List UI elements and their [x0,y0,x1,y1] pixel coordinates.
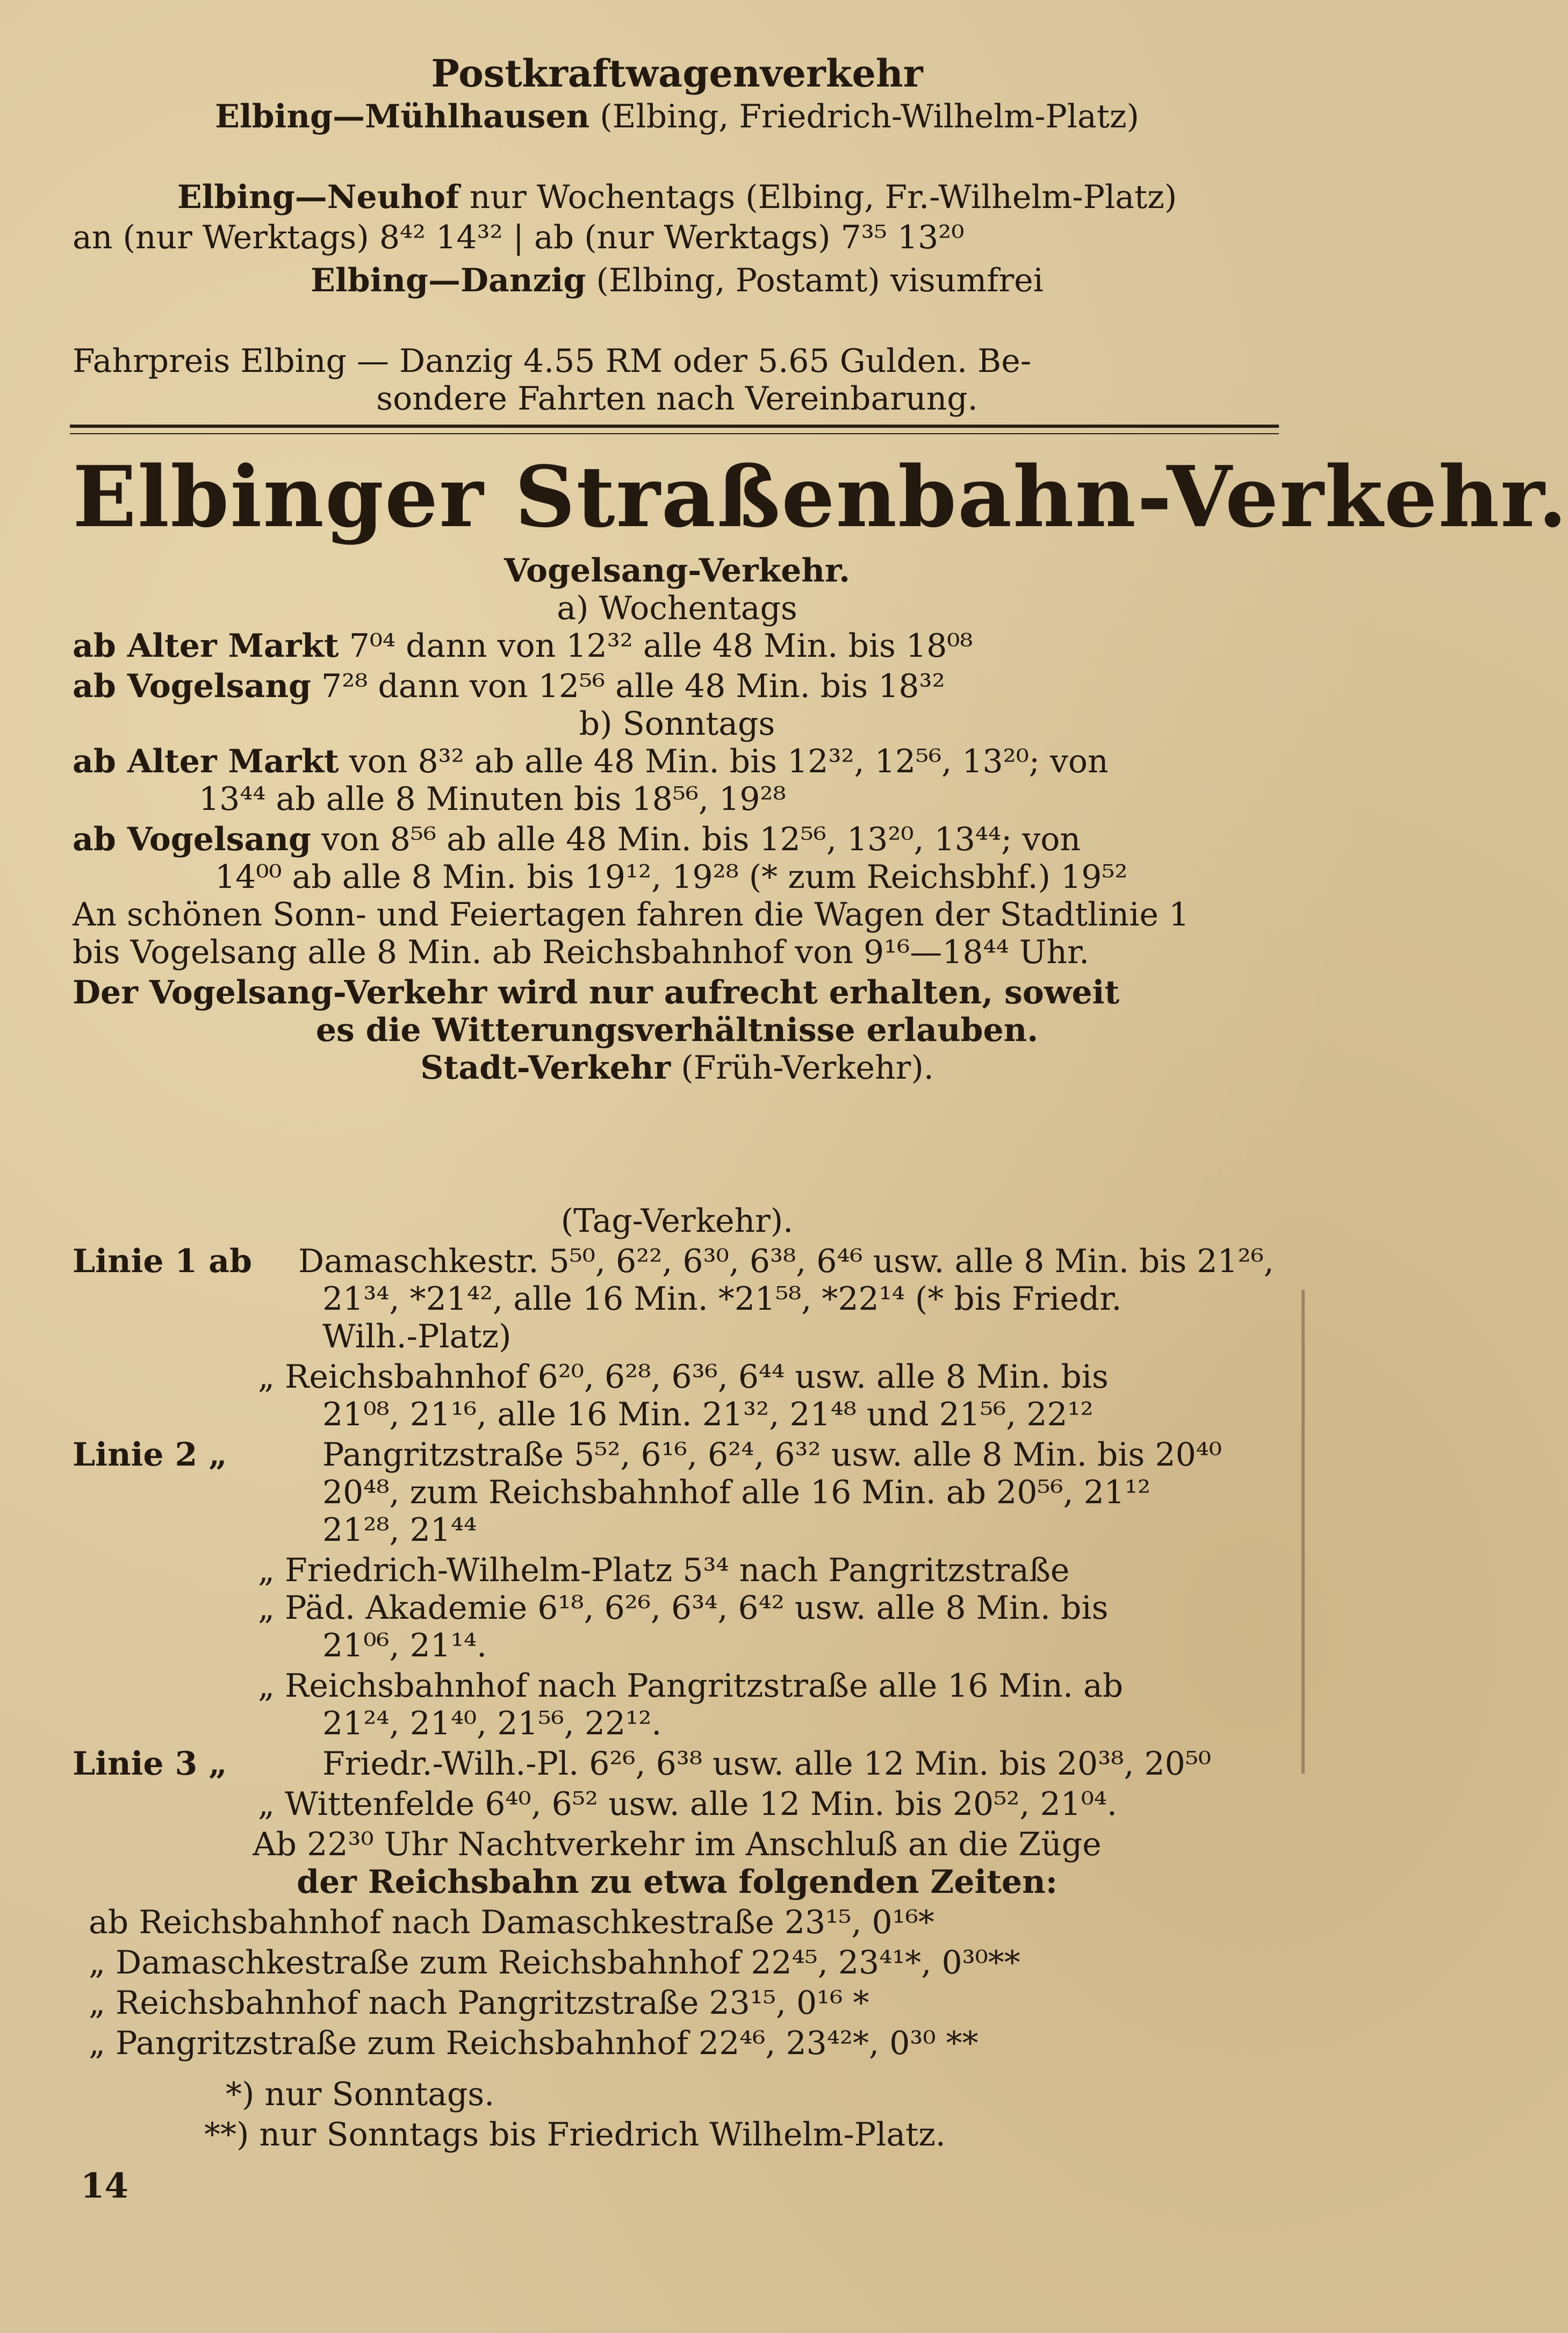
linie-2-line-b: 20⁴⁸, zum Reichsbahnhof alle 16 Min. ab 20⁵⁶, 21¹² [322,1474,1151,1511]
weekday-row-1-text: 7⁰⁴ dann von 12³² alle 48 Min. bis 18⁰⁸ [349,627,973,665]
sunday-row-2-label: ab Vogelsang [73,821,311,858]
linie-2-line-f: 21⁰⁶, 21¹⁴. [322,1627,487,1664]
route1-detail: (Elbing, Friedrich-Wilhelm-Platz) [600,98,1139,135]
stadt-heading: Stadt-Verkehr [420,1049,671,1087]
notice-line-1: Der Vogelsang-Verkehr wird nur aufrecht erhalten, soweit [73,974,1120,1011]
linie-1-line-c: Wilh.-Platz) [322,1318,512,1355]
linie-1-line-b: 21³⁴, *21⁴², alle 16 Min. *21⁵⁸, *22¹⁴ (* bis Friedr. [322,1280,1122,1318]
linie-2-line-h: 21²⁴, 21⁴⁰, 21⁵⁶, 22¹². [322,1705,662,1742]
sunday-row-1-text: von 8³² ab alle 48 Min. bis 12³², 12⁵⁶, 13²⁰; von [349,743,1109,780]
route1-line [73,97,1282,137]
stadt-sub: (Früh-Verkehr). [681,1049,934,1087]
vogelsang-heading: Vogelsang-Verkehr. [504,552,850,590]
weekdays-heading: a) Wochentags [557,590,797,627]
linie-2-line-c: 21²⁸, 21⁴⁴ [322,1511,477,1549]
linie-2-label: Linie 2 „ [73,1436,227,1474]
night-row-1: ab Reichsbahnhof nach Damaschkestraße 23¹⁵, 0¹⁶* [89,1904,934,1941]
route3-detail: (Elbing, Postamt) visumfrei [596,262,1044,299]
night-row-2: „ Damaschkestraße zum Reichsbahnhof 22⁴⁵, 23⁴¹*, 0³⁰** [89,1944,1020,1982]
linie-1-line-e: 21⁰⁸, 21¹⁶, alle 16 Min. 21³², 21⁴⁸ und 21⁵⁶, 22¹² [322,1396,1094,1433]
page-title: Elbinger Straßenbahn-Verkehr. [73,448,1568,546]
weekday-row-2 [73,666,1282,706]
page-number: 14 [81,2166,129,2206]
footnote-2: **) nur Sonntags bis Friedrich Wilhelm-Platz. [204,2116,946,2153]
route2-detail: nur Wochentags (Elbing, Fr.-Wilhelm-Platz) [469,178,1177,216]
fare-line: Fahrpreis Elbing — Danzig 4.55 RM oder 5.65 Gulden. Be- [73,342,1032,380]
footnote-1: *) nur Sonntags. [226,2076,495,2113]
notice-line-2: es die Witterungsverhältnisse erlauben. [315,1011,1039,1049]
sunday-row-1-cont: 13⁴⁴ ab alle 8 Minuten bis 18⁵⁶, 19²⁸ [199,780,786,818]
linie-2-line-d: „ Friedrich-Wilhelm-Platz 5³⁴ nach Pangritzstraße [258,1552,1070,1589]
weekday-row-1-label: ab Alter Markt [73,627,339,665]
night-row-4: „ Pangritzstraße zum Reichsbahnhof 22⁴⁶, 23⁴²*, 0³⁰ ** [89,2025,979,2062]
weekday-row-2-text: 7²⁸ dann von 12⁵⁶ alle 48 Min. bis 18³² [321,667,945,705]
route2-line [73,177,1282,217]
section-divider [70,425,1279,434]
linie-1-line-a: Damaschkestr. 5⁵⁰, 6²², 6³⁰, 6³⁸, 6⁴⁶ usw. alle 8 Min. bis 21²⁶, [298,1243,1274,1280]
linie-1-line-d: „ Reichsbahnhof 6²⁰, 6²⁸, 6³⁶, 6⁴⁴ usw. alle 8 Min. bis [258,1358,1109,1396]
weekday-row-1 [73,626,1282,666]
route3-line [73,261,1282,300]
sunday-row-1 [73,742,1282,781]
sundays-heading: b) Sonntags [579,705,775,743]
holiday-line-2: bis Vogelsang alle 8 Min. ab Reichsbahnhof von 9¹⁶—18⁴⁴ Uhr. [73,934,1090,971]
route3-name: Elbing—Danzig [311,262,586,299]
route2-name: Elbing—Neuhof [177,178,459,216]
sunday-row-2 [73,820,1282,859]
linie-1-label: Linie 1 ab [73,1243,252,1280]
route2-times: an (nur Werktags) 8⁴² 14³² | ab (nur Werktags) 7³⁵ 13²⁰ [73,219,965,256]
linie-3-line-a: Friedr.-Wilh.-Pl. 6²⁶, 6³⁸ usw. alle 12 Min. bis 20³⁸, 20⁵⁰ [322,1745,1211,1783]
holiday-line-1: An schönen Sonn- und Feiertagen fahren die Wagen der Stadtlinie 1 [73,896,1190,934]
night-row-3: „ Reichsbahnhof nach Pangritzstraße 23¹⁵, 0¹⁶ * [89,1984,869,2022]
linie-3-line-b: „ Wittenfelde 6⁴⁰, 6⁵² usw. alle 12 Min. bis 20⁵², 21⁰⁴. [258,1785,1117,1823]
night-line-2: der Reichsbahn zu etwa folgenden Zeiten: [297,1863,1058,1901]
linie-2-line-g: „ Reichsbahnhof nach Pangritzstraße alle 16 Min. ab [258,1667,1124,1705]
postkraftwagen-heading: Postkraftwagenverkehr [431,51,923,96]
sunday-row-2-cont: 14⁰⁰ ab alle 8 Min. bis 19¹², 19²⁸ (* zum Reichsbhf.) 19⁵² [215,858,1128,896]
weekday-row-2-label: ab Vogelsang [73,667,311,705]
linie-2-line-a: Pangritzstraße 5⁵², 6¹⁶, 6²⁴, 6³² usw. alle 8 Min. bis 20⁴⁰ [322,1436,1222,1474]
sunday-row-1-label: ab Alter Markt [73,743,339,780]
tag-heading: (Tag-Verkehr). [560,1202,794,1240]
route1-name: Elbing—Mühlhausen [215,98,590,135]
page-edge-shadow [1301,1290,1305,1774]
stadt-heading-line [73,1048,1282,1088]
fare-cont-line: sondere Fahrten nach Vereinbarung. [376,380,978,418]
linie-2-line-e: „ Päd. Akademie 6¹⁸, 6²⁶, 6³⁴, 6⁴² usw. alle 8 Min. bis [258,1589,1109,1627]
linie-3-label: Linie 3 „ [73,1745,227,1783]
night-line-1: Ab 22³⁰ Uhr Nachtverkehr im Anschluß an die Züge [253,1826,1102,1863]
sunday-row-2-text: von 8⁵⁶ ab alle 48 Min. bis 12⁵⁶, 13²⁰, 13⁴⁴; von [321,821,1081,858]
